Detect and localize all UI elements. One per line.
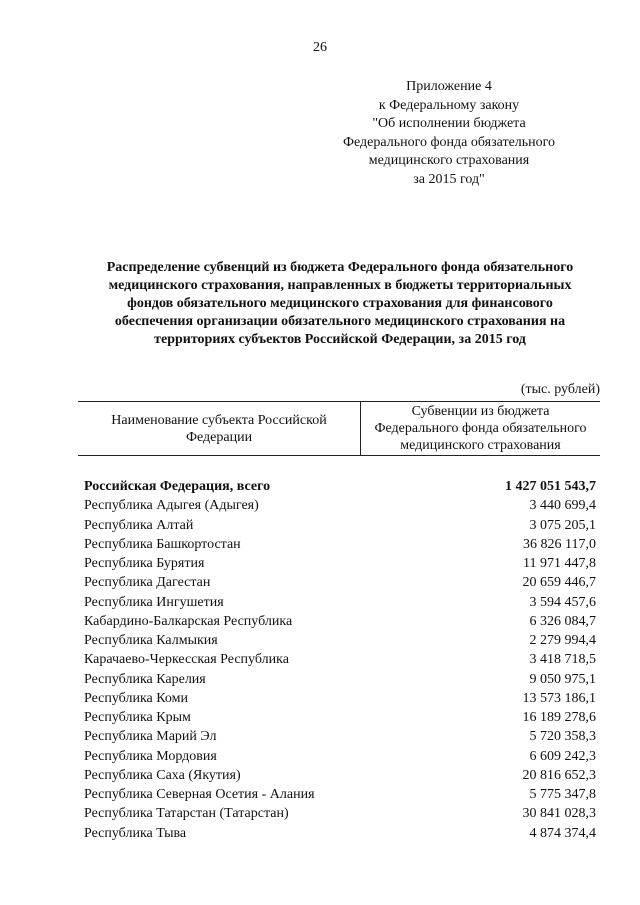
row-name: Республика Северная Осетия - Алания [84, 787, 315, 802]
row-amount: 4 874 374,4 [529, 825, 596, 841]
header-line: Наименование субъекта Российской [111, 412, 327, 428]
header-line: медицинского страхования [400, 438, 561, 453]
row-name: Республика Марий Эл [84, 729, 217, 745]
row-name: Республика Ингушетия [84, 594, 224, 610]
table-row [84, 573, 596, 592]
annex-line: за 2015 год" [413, 171, 485, 187]
table-row [84, 516, 596, 535]
page-number: 26 [313, 40, 327, 55]
annex-line: к Федеральному закону [378, 97, 520, 113]
table-body [84, 477, 596, 843]
table-row [84, 689, 596, 708]
row-name: Республика Бурятия [84, 556, 205, 571]
row-name: Республика Адыгея (Адыгея) [84, 498, 259, 514]
row-name: Республика Татарстан (Татарстан) [84, 806, 289, 822]
row-amount: 9 050 975,1 [529, 671, 596, 687]
row-amount: 1 427 051 543,7 [505, 479, 596, 494]
table-row [84, 554, 596, 573]
document-title [80, 259, 600, 349]
row-name: Республика Крым [84, 710, 191, 725]
row-name: Республика Алтай [84, 517, 194, 533]
units-label: (тыс. рублей) [520, 382, 600, 397]
header-line: Федерального фонда обязательного [374, 421, 587, 436]
header-line: Федерации [185, 429, 253, 445]
title-line: Распределение субвенций из бюджета Федерального фонда обязательного [106, 260, 574, 275]
table-row [84, 535, 596, 554]
row-amount: 36 826 117,0 [523, 536, 596, 552]
header-subvention-amount [361, 402, 600, 455]
row-amount: 5 720 358,3 [529, 729, 596, 745]
row-amount: 30 841 028,3 [522, 806, 596, 822]
table-row-total [84, 477, 596, 496]
row-name: Карачаево-Черкесская Республика [84, 652, 289, 668]
title-line: обеспечения организации обязательного медицинского страхования на [114, 314, 566, 329]
header-subject-name [78, 402, 361, 455]
table-row [84, 824, 596, 843]
annex-line: "Об исполнении бюджета [372, 116, 526, 131]
row-name: Республика Калмыкия [84, 633, 218, 648]
row-name: Республика Тыва [84, 825, 187, 841]
row-name: Республика Дагестан [84, 575, 211, 591]
table-row [84, 612, 596, 631]
title-line: территориях субъектов Российской Федерации, за 2015 год [154, 332, 526, 347]
annex-line: Федерального фонда обязательного [342, 134, 556, 150]
row-amount: 2 279 994,4 [529, 633, 596, 648]
row-amount: 6 609 242,3 [529, 748, 596, 764]
row-amount: 5 775 347,8 [529, 787, 596, 802]
row-amount: 6 326 084,7 [529, 613, 596, 629]
row-amount: 20 816 652,3 [522, 767, 596, 783]
title-line: медицинского страхования, направленных в бюджеты территориальных [108, 278, 572, 293]
table-row [84, 804, 596, 823]
row-name: Республика Саха (Якутия) [84, 767, 241, 783]
table-row [84, 593, 596, 612]
row-amount: 3 594 457,6 [529, 594, 596, 610]
row-amount: 16 189 278,6 [522, 710, 596, 725]
row-name: Кабардино-Балкарская Республика [84, 613, 293, 629]
title-line: фондов обязательного медицинского страхования для финансового [127, 296, 553, 311]
row-amount: 11 971 447,8 [523, 556, 596, 571]
header-line: Субвенции из бюджета [411, 404, 550, 419]
table-row [84, 496, 596, 515]
table-row [84, 650, 596, 669]
row-name: Российская Федерация, всего [84, 479, 271, 494]
row-name: Республика Мордовия [84, 748, 217, 764]
annex-line: медицинского страхования [368, 153, 530, 168]
table-row [84, 747, 596, 766]
table-row [84, 708, 596, 727]
table-row [84, 727, 596, 746]
row-name: Республика Карелия [84, 671, 206, 687]
table-row [84, 631, 596, 650]
row-amount: 3 440 699,4 [529, 498, 596, 514]
row-amount: 20 659 446,7 [522, 575, 596, 591]
row-name: Республика Коми [84, 690, 188, 706]
row-amount: 3 418 718,5 [529, 652, 596, 668]
table-row [84, 670, 596, 689]
table-row [84, 785, 596, 804]
row-amount: 13 573 186,1 [522, 690, 596, 706]
row-amount: 3 075 205,1 [529, 517, 596, 533]
row-name: Республика Башкортостан [84, 536, 241, 552]
table-row [84, 766, 596, 785]
table-header [78, 401, 600, 456]
annex-block [318, 78, 580, 189]
annex-line: Приложение 4 [406, 79, 492, 94]
